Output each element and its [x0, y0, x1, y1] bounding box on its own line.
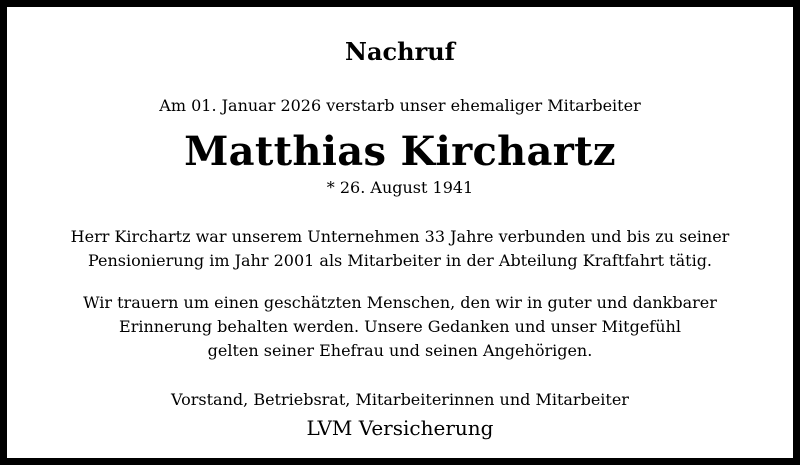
paragraph-line: Herr Kirchartz war unserem Unternehmen 33 Jahre verbunden und bis zu seiner: [70, 227, 730, 246]
paragraph-line: gelten seiner Ehefrau und seinen Angehörigen.: [207, 341, 593, 360]
paragraph-line: Erinnerung behalten werden. Unsere Gedanken und unser Mitgefühl: [119, 317, 681, 336]
deceased-name: Matthias Kirchartz: [184, 128, 616, 175]
signoff-line: Vorstand, Betriebsrat, Mitarbeiterinnen und Mitarbeiter: [171, 390, 629, 409]
paragraph-line: Pensionierung im Jahr 2001 als Mitarbeiter in der Abteilung Kraftfahrt tätig.: [87, 251, 713, 270]
condolence-paragraph: [47, 291, 753, 363]
intro-line: Am 01. Januar 2026 verstarb unser ehemaliger Mitarbeiter: [159, 96, 641, 115]
notice-heading: Nachruf: [345, 37, 455, 66]
paragraph-line: Wir trauern um einen geschätzten Menschen, den wir in guter und dankbarer: [83, 293, 717, 312]
birth-date: * 26. August 1941: [326, 178, 474, 197]
company-name: LVM Versicherung: [306, 416, 494, 440]
tenure-paragraph: [47, 225, 753, 273]
